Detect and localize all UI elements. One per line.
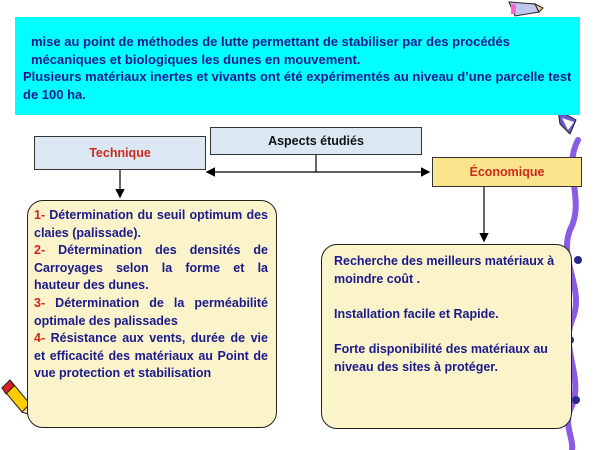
technique-item: 1- Détermination du seuil optimum des claies (palissade). bbox=[34, 208, 268, 240]
technique-item: 3- Détermination de la perméabilité optimale des palissades bbox=[34, 295, 268, 328]
economique-item: Recherche des meilleurs matériaux à moindre coût . bbox=[334, 254, 555, 286]
economique-item: Forte disponibilité des matériaux au niveau des sites à protéger. bbox=[334, 341, 548, 374]
economique-panel bbox=[321, 244, 572, 429]
technique-panel bbox=[27, 200, 277, 428]
technique-item: 4- Résistance aux vents, durée de vie et efficacité des matériaux au Point de vue protection et stabilisation bbox=[34, 331, 268, 381]
economique-item: Installation facile et Rapide. bbox=[334, 306, 499, 321]
technique-item: 2- Détermination des densités de Carroyages selon la forme et la hauteur des dunes. bbox=[34, 243, 268, 293]
technique-box: Technique bbox=[34, 136, 206, 170]
economique-box: Économique bbox=[432, 157, 582, 187]
intro-line-1: mise au point de méthodes de lutte permettant de stabiliser par des procédés mécaniques et biologiques les dunes en mouvement. bbox=[31, 34, 510, 67]
intro-line-2: Plusieurs matériaux inertes et vivants ont été expérimentés au niveau d’une parcelle test de 100 ha. bbox=[23, 69, 572, 102]
aspects-etudies-box: Aspects étudiés bbox=[210, 127, 422, 155]
